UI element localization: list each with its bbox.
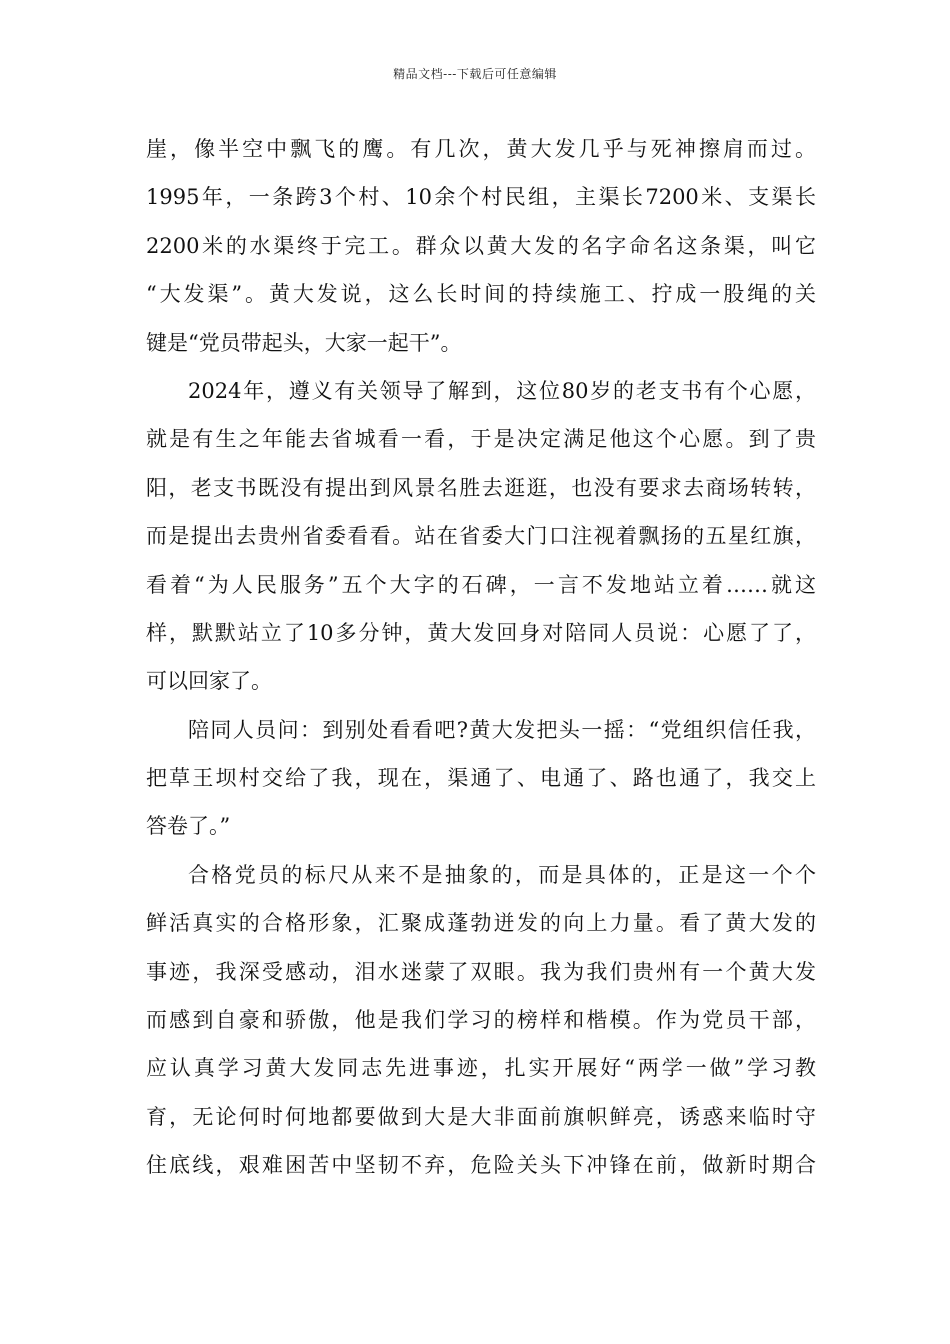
text-line: “大发渠”。黄大发说，这么长时间的持续施工、拧成一股绳的关 bbox=[146, 282, 816, 307]
text-line: 答卷了。” bbox=[146, 814, 231, 839]
body-text bbox=[146, 125, 816, 1190]
text-line: 样，默默站立了10多分钟，黄大发回身对陪同人员说：心愿了了， bbox=[146, 620, 816, 645]
text-line: 可以回家了。 bbox=[146, 669, 272, 694]
text-line: 合格党员的标尺从来不是抽象的，而是具体的，正是这一个个 bbox=[188, 862, 816, 887]
text-line: 应认真学习黄大发同志先进事迹，扎实开展好“两学一做”学习教 bbox=[146, 1056, 816, 1081]
text-line: 住底线，艰难困苦中坚韧不弃，危险关头下冲锋在前，做新时期合 bbox=[146, 1153, 816, 1178]
text-line: 崖，像半空中飘飞的鹰。有几次，黄大发几乎与死神擦肩而过。 bbox=[146, 137, 816, 161]
text-line: 2024年，遵义有关领导了解到，这位80岁的老支书有个心愿， bbox=[188, 378, 816, 403]
text-line: 看着“为人民服务”五个大字的石碑，一言不发地站立着……就这 bbox=[146, 572, 816, 597]
text-line: 就是有生之年能去省城看一看，于是决定满足他这个心愿。到了贵 bbox=[146, 427, 816, 452]
text-line: 2200米的水渠终于完工。群众以黄大发的名字命名这条渠，叫它 bbox=[146, 233, 816, 258]
text-line: 育，无论何时何地都要做到大是大非面前旗帜鲜亮，诱惑来临时守 bbox=[146, 1104, 816, 1129]
text-line: 事迹，我深受感动，泪水迷蒙了双眼。我为我们贵州有一个黄大发 bbox=[146, 959, 816, 984]
text-line: 陪同人员问：到别处看看吧?黄大发把头一摇：“党组织信任我， bbox=[188, 717, 816, 742]
page-header: 精品文档---下载后可任意编辑 bbox=[393, 67, 557, 81]
text-line: 1995年，一条跨3个村、10余个村民组，主渠长7200米、支渠长 bbox=[146, 185, 816, 210]
text-line: 把草王坝村交给了我，现在，渠通了、电通了、路也通了，我交上 bbox=[146, 766, 816, 791]
text-line: 键是“党员带起头，大家一起干”。 bbox=[146, 330, 462, 355]
text-line: 而感到自豪和骄傲，他是我们学习的榜样和楷模。作为党员干部， bbox=[146, 1008, 816, 1033]
text-line: 阳，老支书既没有提出到风景名胜去逛逛，也没有要求去商场转转， bbox=[146, 475, 816, 500]
text-line: 而是提出去贵州省委看看。站在省委大门口注视着飘扬的五星红旗， bbox=[146, 524, 816, 549]
text-line: 鲜活真实的合格形象，汇聚成蓬勃迸发的向上力量。看了黄大发的 bbox=[146, 911, 816, 936]
